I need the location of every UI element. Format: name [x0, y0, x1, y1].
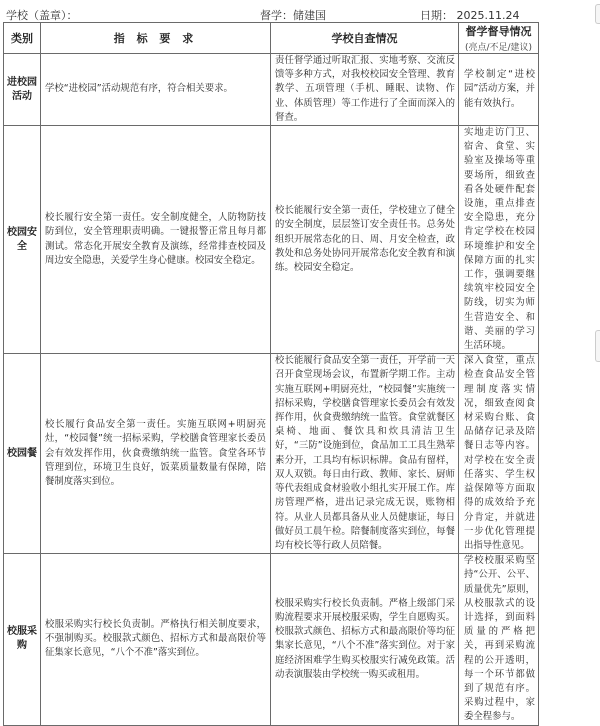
window-edge-handle: [595, 4, 600, 24]
table-row: [4, 126, 539, 354]
column-header-requirement: [41, 23, 271, 54]
supervision-cell: 学校校服采购坚持“公开、公平、质量优先”原则，从校服款式的设计选择，到面料质量的严格把关，再到采购流程的公开透明，每一个环节都做到了规范有序。采购过程中，家委全程参与。: [459, 554, 539, 725]
self-check-cell: 责任督学通过听取汇报、实地考察、交流反馈等多种方式，对我校校园安全管理、教育教学、五项管理（手机、睡眠、读物、作业、体质管理）等工作进行了全面而深入的督查。: [271, 54, 459, 126]
window-edge-handle: [595, 330, 600, 362]
column-header-supervision-label: 督学督导情况: [465, 25, 532, 38]
inspector-label: 督学：储建国: [260, 9, 326, 22]
table-header-row: [4, 23, 539, 54]
category-cell: 校服采购: [4, 554, 41, 725]
date-label: 日期： 2025.11.24: [420, 9, 520, 22]
column-header-supervision: [459, 23, 539, 54]
column-header-self-check: 学校自查情况: [271, 23, 459, 54]
school-stamp-label: 学校（盖章）：: [6, 9, 78, 22]
requirement-cell: 校长履行食品安全第一责任。实施互联网+明厨亮灶，“校园餐”统一招标采购，学校膳食管理家长委员会有效发挥作用，伙食费缴纳统一监管。食堂各环节管理到位，环境卫生良好，饭菜质量数量有保障，陪餐制度落实到位。: [41, 354, 271, 554]
table-row: [4, 54, 539, 126]
requirement-cell: 校长履行安全第一责任。安全制度健全，人防物防技防到位，安全管理职责明确。一键报警正常且每月都测试。常态化开展安全教育及演练，经常排查校园及周边安全隐患，关爱学生身心健康。校园安全稳定。: [41, 126, 271, 354]
self-check-cell: 校长能履行安全第一责任，学校建立了健全的安全制度，层层签订安全责任书。总务处组织开展常态化的日、周、月安全检查，政教处和总务处协同开展常态化安全教育和演练。校园安全稳定。: [271, 126, 459, 354]
supervision-cell: 实地走访门卫、宿舍、食堂、实验室及操场等重要场所，细致查看各处硬件配套设施，重点排查安全隐患，充分肯定学校在校园环境维护和安全保障方面的扎实工作，强调要继续筑牢校园安全防线，切实为师生营造安全、和谐、美丽的学习生活环境。: [459, 126, 539, 354]
self-check-cell: 校服采购实行校长负责制。严格上级部门采购流程要求开展校服采购，学生自愿购买。校服款式颜色、招标方式和最高限价等均征集家长意见，“八个不准”落实到位。对于家庭经济困难学生购买校服实行减免政策。活动表演服装由学校统一购买或租用。: [271, 554, 459, 725]
requirement-cell: 学校“进校园”活动规范有序，符合相关要求。: [41, 54, 271, 126]
table-row: [4, 354, 539, 554]
category-cell: 进校园活动: [4, 54, 41, 126]
form-header: [0, 0, 600, 22]
column-header-supervision-sub: (亮点/不足/建议): [464, 43, 533, 53]
inspection-table: [3, 22, 539, 726]
category-cell: 校园餐: [4, 354, 41, 554]
column-header-category: 类别: [4, 23, 41, 54]
requirement-cell: 校服采购实行校长负责制。严格执行相关制度要求，不强制购买。校服款式颜色、招标方式和最高限价等征集家长意见，“八个不准”落实到位。: [41, 554, 271, 725]
supervision-cell: 学校制定“进校园”活动方案，并能有效执行。: [459, 54, 539, 126]
supervision-cell: 深入食堂，重点检查食品安全管理制度落实情况，细致查阅食材采购台账、食品储存记录及陪餐日志等内容。对学校在安全责任落实、学生权益保障等方面取得的成效给予充分肯定，并就进一步优化管理提出指导性意见。: [459, 354, 539, 554]
self-check-cell: 校长能履行食品安全第一责任，开学前一天召开食堂现场会议，布置新学期工作。主动实施互联网+明厨亮灶，“校园餐”实施统一招标采购，学校膳食管理家长委员会有效发挥作用，伙食费缴纳统一监管。食堂就餐区桌椅、地面、餐饮具和炊具清洁卫生好，“三防”设施到位，食品加工工具生熟荤素分开，工具均有标识标牌。食品有留样，双人双锁。每日由行政、教师、家长、厨师等代表组成食材验收小组扎实开展工作。库房管理严格，进出记录完成无误，账物相符。从业人员都具备从业人员健康证，每日做好员工晨午检。陪餐制度落实到位，每餐均有校长等行政人员陪餐。: [271, 354, 459, 554]
column-header-requirement-label: 指 标 要 求: [113, 32, 198, 45]
category-cell: 校园安全: [4, 126, 41, 354]
table-row: [4, 554, 539, 725]
